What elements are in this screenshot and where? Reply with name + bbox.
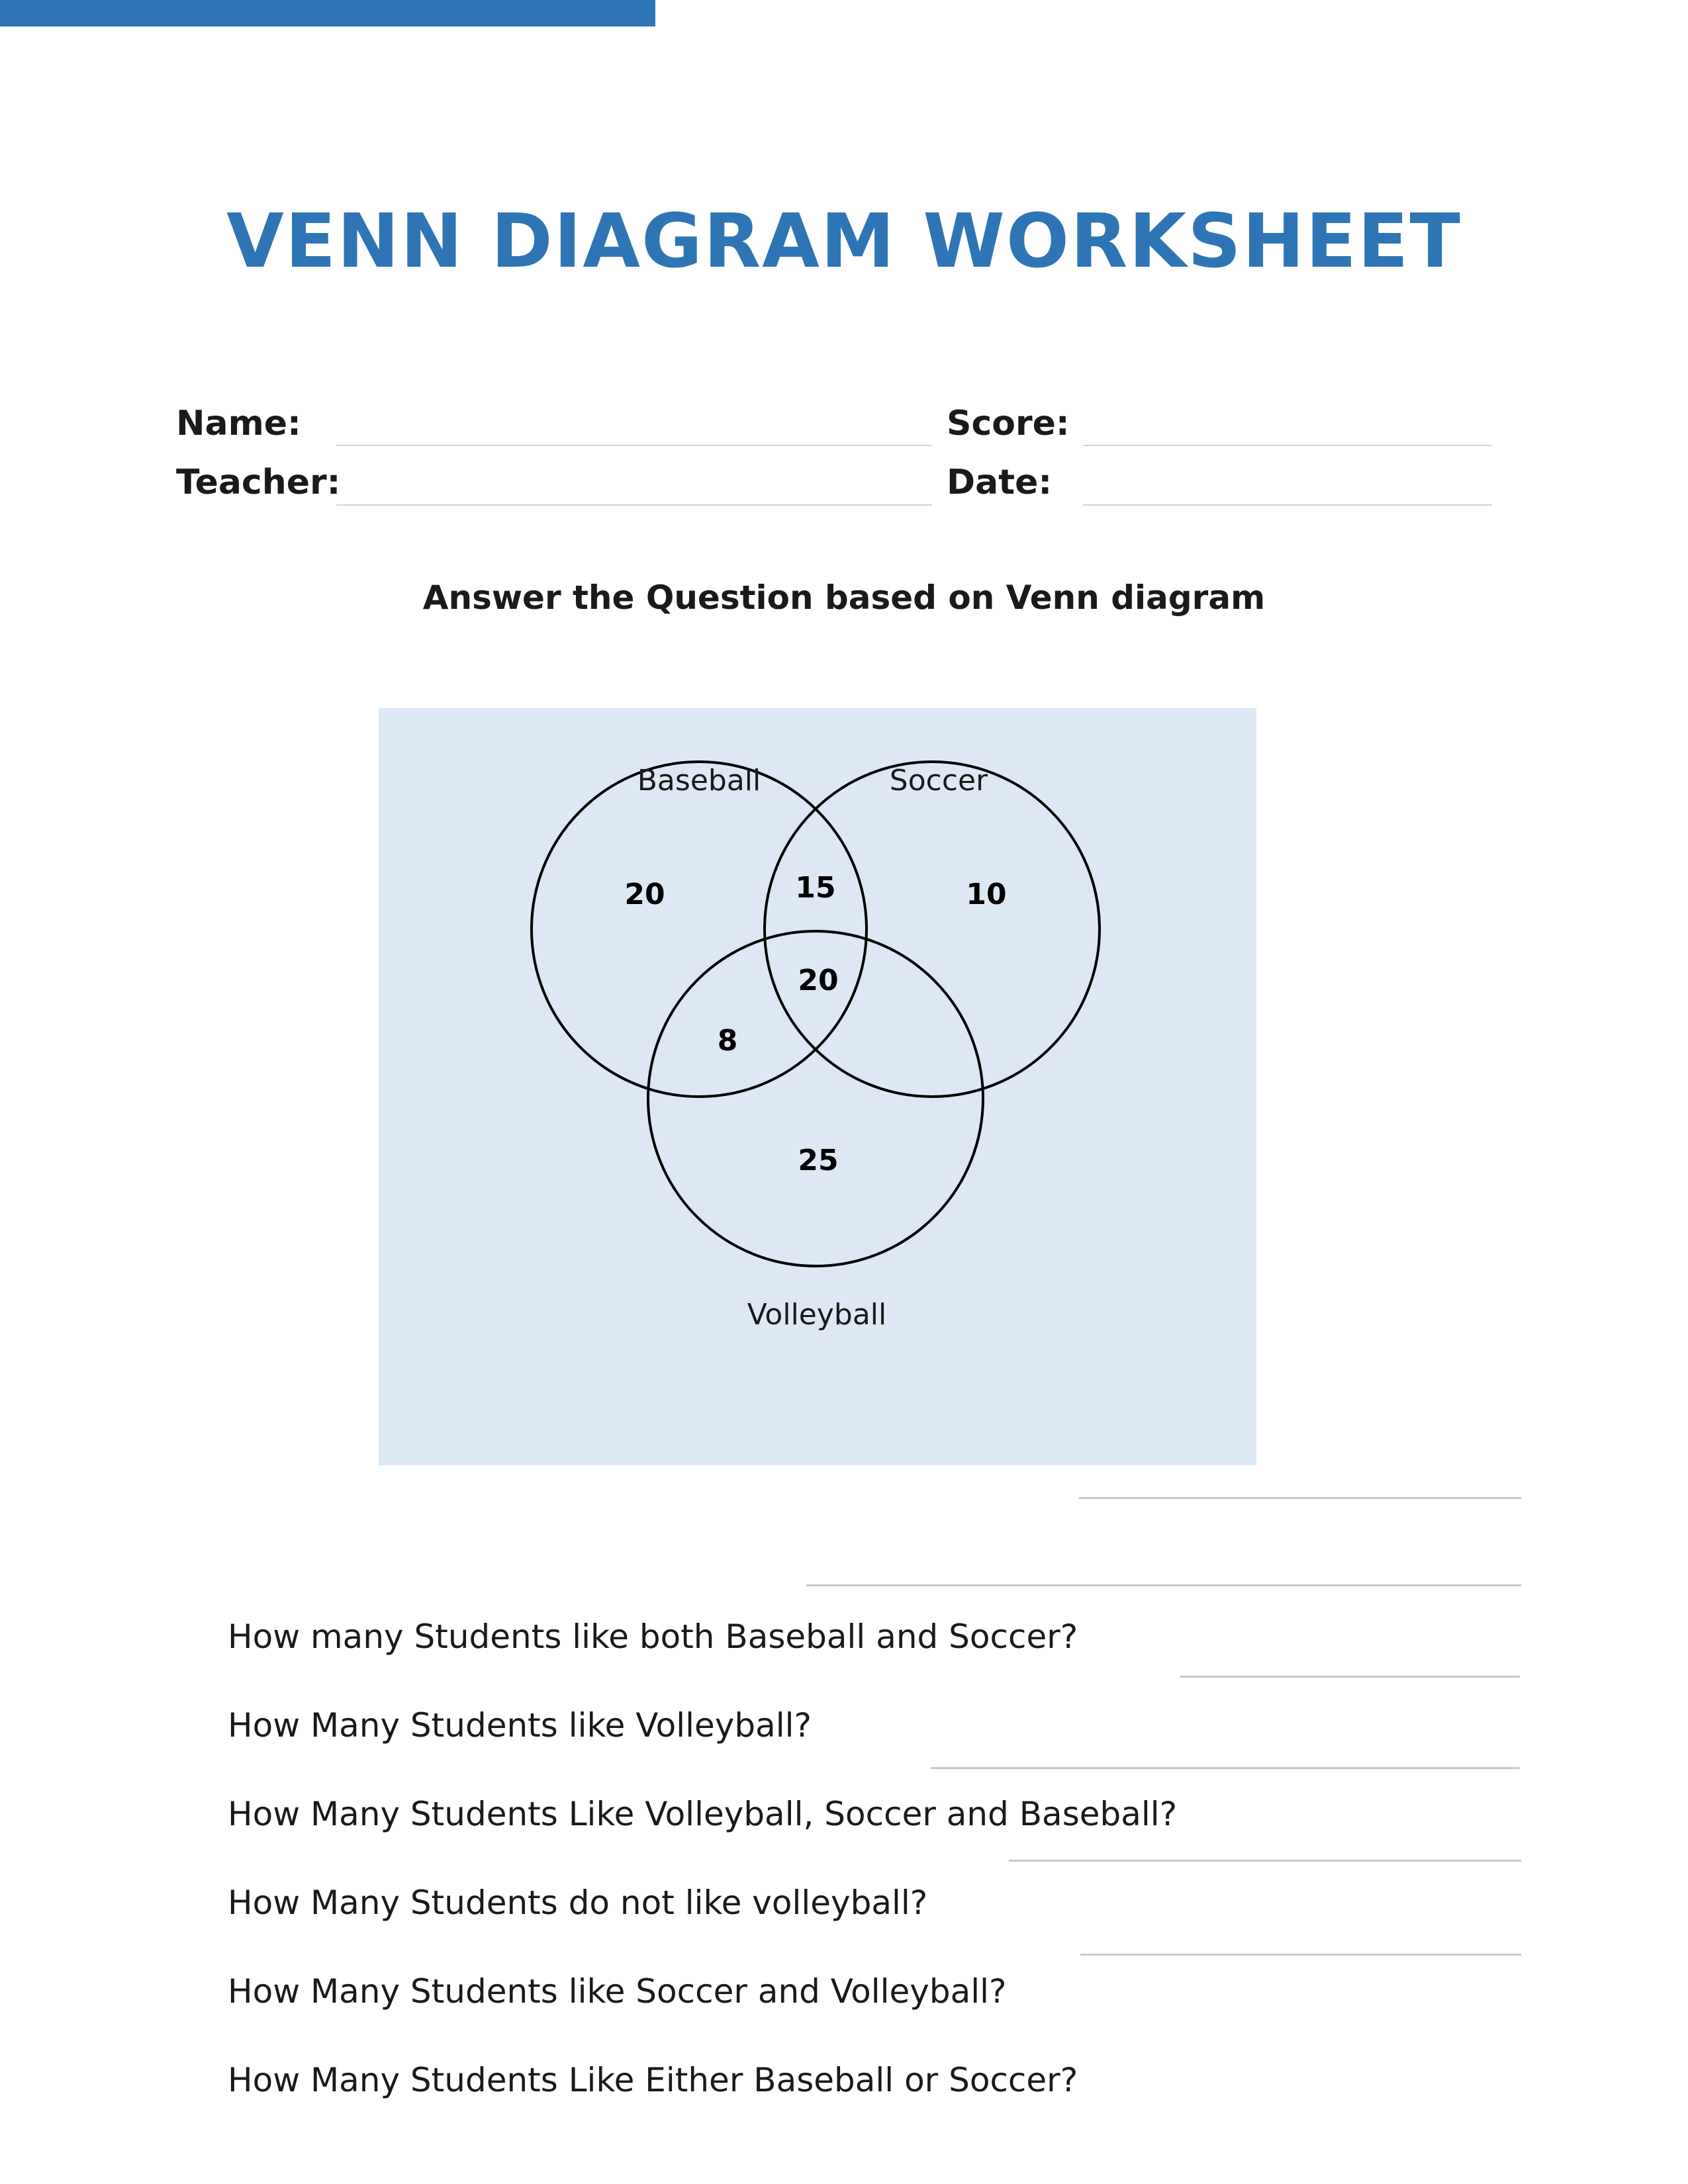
baseball-set-label: Baseball bbox=[637, 764, 761, 797]
region-volleyball-only: 25 bbox=[798, 1144, 839, 1177]
region-baseball-only: 20 bbox=[624, 878, 665, 911]
answer-line[interactable] bbox=[806, 1584, 1521, 1586]
answer-line[interactable] bbox=[1080, 1954, 1521, 1956]
question-1: How many Students like both Baseball and Soccer? bbox=[228, 1617, 1078, 1656]
instructions-heading: Answer the Question based on Venn diagram bbox=[422, 578, 1266, 617]
date-label: Date: bbox=[947, 463, 1053, 502]
baseball-circle bbox=[532, 762, 867, 1097]
region-soccer-only: 10 bbox=[966, 878, 1007, 911]
date-field[interactable] bbox=[1083, 504, 1492, 506]
name-field[interactable] bbox=[336, 445, 932, 446]
top-accent-bar bbox=[0, 0, 655, 26]
question-4: How Many Students do not like volleyball? bbox=[228, 1884, 928, 1922]
venn-diagram-panel bbox=[379, 708, 1256, 1465]
soccer-circle bbox=[765, 762, 1100, 1097]
answer-line[interactable] bbox=[1079, 1497, 1521, 1499]
region-baseball-volleyball: 8 bbox=[717, 1024, 738, 1058]
teacher-field[interactable] bbox=[336, 504, 932, 506]
score-label: Score: bbox=[947, 404, 1070, 443]
page-title: VENN DIAGRAM WORKSHEET bbox=[226, 199, 1462, 285]
answer-line[interactable] bbox=[1009, 1860, 1521, 1862]
region-all-three: 20 bbox=[798, 964, 839, 997]
soccer-set-label: Soccer bbox=[889, 764, 988, 797]
teacher-label: Teacher: bbox=[176, 463, 341, 502]
answer-line[interactable] bbox=[931, 1767, 1520, 1769]
region-baseball-soccer: 15 bbox=[795, 871, 836, 905]
question-2: How Many Students like Volleyball? bbox=[228, 1706, 812, 1745]
score-field[interactable] bbox=[1083, 445, 1492, 446]
venn-diagram bbox=[379, 708, 1256, 1465]
question-3: How Many Students Like Volleyball, Soccer and Baseball? bbox=[228, 1795, 1178, 1833]
question-5: How Many Students like Soccer and Volleyball? bbox=[228, 1972, 1007, 2011]
name-label: Name: bbox=[176, 404, 301, 443]
answer-line[interactable] bbox=[1180, 1676, 1520, 1678]
volleyball-set-label: Volleyball bbox=[747, 1298, 887, 1332]
question-6: How Many Students Like Either Baseball or Soccer? bbox=[228, 2061, 1078, 2099]
